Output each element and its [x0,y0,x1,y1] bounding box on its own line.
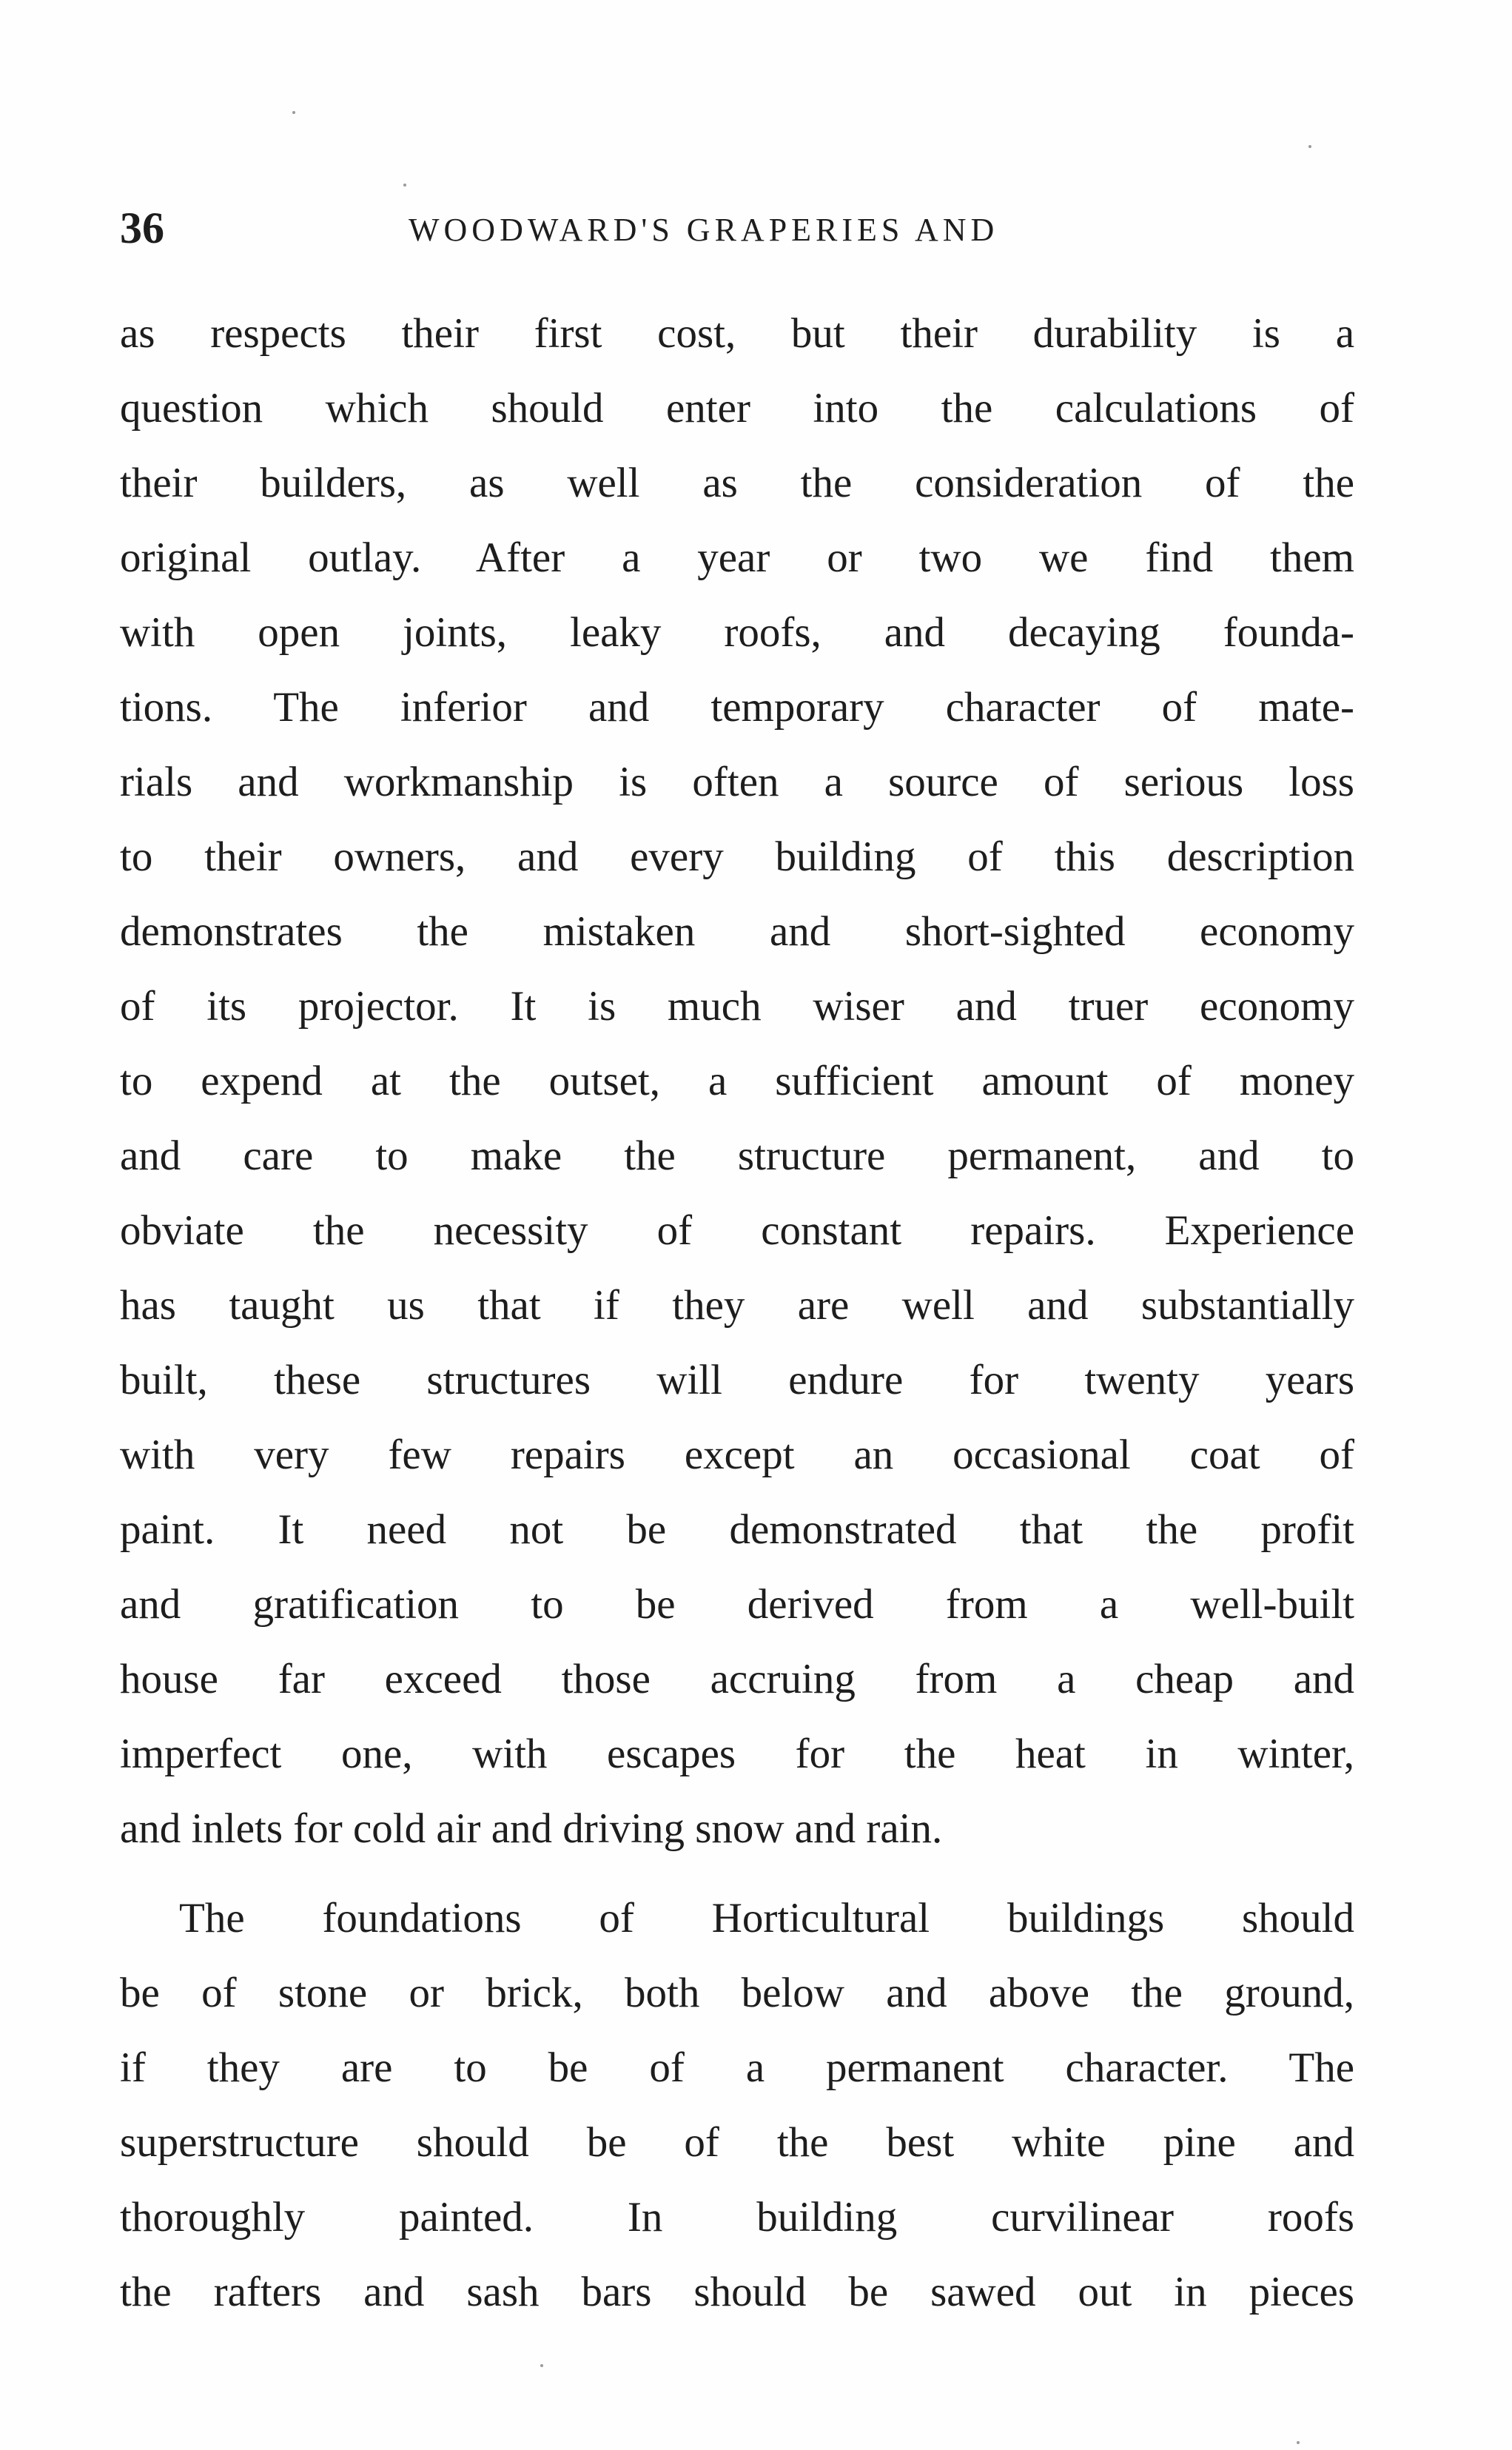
text-line: to their owners, and every building of this description [120,833,1354,880]
text-line: built, these structures will endure for twenty years [120,1357,1354,1403]
text-line: the rafters and sash bars should be sawed out in pieces [120,2269,1354,2315]
paper-speck [1308,145,1311,148]
text-line: as respects their first cost, but their durability is a [120,310,1354,357]
text-line: original outlay. After a year or two we find them [120,534,1354,581]
paper-speck [540,2364,543,2367]
body-text [120,296,1354,2329]
text-line: paint. It need not be demonstrated that the profit [120,1506,1354,1553]
text-line: imperfect one, with escapes for the heat in winter, [120,1731,1354,1777]
text-line: with very few repairs except an occasional coat of [120,1432,1354,1478]
text-line: house far exceed those accruing from a cheap and [120,1656,1354,1702]
text-line: and gratification to be derived from a well-built [120,1581,1354,1628]
text-line: if they are to be of a permanent character. The [120,2044,1354,2091]
paragraph-1 [120,296,1354,1866]
text-line: superstructure should be of the best white pine and [120,2119,1354,2166]
text-line: and care to make the structure permanent, and to [120,1132,1354,1179]
paragraph-2 [120,1881,1354,2329]
paper-speck [292,111,295,114]
text-line: has taught us that if they are well and substantially [120,1282,1354,1329]
text-line: be of stone or brick, both below and above the ground, [120,1970,1354,2016]
text-line: with open joints, leaky roofs, and decaying founda- [120,609,1354,656]
text-line: tions. The inferior and temporary character of mate- [120,684,1354,731]
paragraph-gap [120,1866,1354,1881]
text-line: their builders, as well as the consideration of the [120,460,1354,506]
paper-speck [1297,2441,1300,2444]
text-line: to expend at the outset, a sufficient amount of money [120,1058,1354,1104]
paper-speck [403,184,406,187]
running-head: WOODWARD'S GRAPERIES AND [409,212,999,248]
text-line: demonstrates the mistaken and short-sighted economy [120,908,1354,955]
text-line: question which should enter into the calculations of [120,385,1354,432]
text-line: obviate the necessity of constant repairs. Experience [120,1207,1354,1254]
text-line: and inlets for cold air and driving snow and rain. [120,1805,943,1852]
page-header [120,198,1354,258]
text-line: The foundations of Horticultural buildings should [179,1895,1354,1941]
text-line: thoroughly painted. In building curvilinear roofs [120,2194,1354,2241]
text-line: rials and workmanship is often a source of serious loss [120,759,1354,805]
text-line: of its projector. It is much wiser and truer economy [120,983,1354,1030]
page-number: 36 [120,204,164,252]
